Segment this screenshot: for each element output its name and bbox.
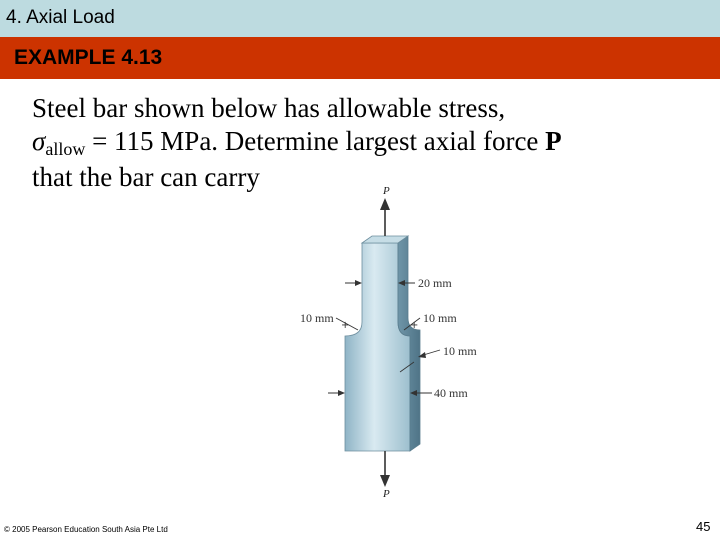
- problem-line-3: that the bar can carry: [32, 162, 260, 192]
- dim-label-fillet-right: 10 mm: [423, 311, 457, 325]
- sigma-symbol: σ: [32, 126, 46, 156]
- section-header-bar: [0, 0, 720, 37]
- problem-line-1: Steel bar shown below has allowable stress,: [32, 93, 506, 123]
- page-number: 45: [696, 519, 711, 534]
- dim-arrowhead-40mm-left: [338, 390, 345, 396]
- load-arrowhead-bottom: [380, 475, 390, 487]
- example-header-bar: [0, 37, 720, 79]
- section-title: 4. Axial Load: [6, 7, 115, 28]
- problem-line-2: [32, 125, 692, 161]
- dim-label-40mm: 40 mm: [434, 386, 468, 400]
- force-symbol: P: [545, 126, 562, 156]
- allow-subscript: allow: [45, 139, 86, 159]
- example-title: EXAMPLE 4.13: [14, 46, 163, 69]
- fillet-marker-right: +: [410, 320, 419, 331]
- copyright-notice: © 2005 Pearson Education South Asia Pte Ltd: [4, 525, 168, 534]
- load-label-bottom: P: [383, 488, 390, 500]
- fillet-marker-left: +: [341, 320, 350, 331]
- problem-statement: [32, 92, 692, 194]
- problem-line-2-text: = 115 MPa. Determine largest axial force: [85, 126, 546, 156]
- dim-arrowhead-20mm-left: [355, 280, 362, 286]
- load-arrowhead-top: [380, 198, 390, 210]
- dim-label-20mm: 20 mm: [418, 276, 452, 290]
- steel-bar-figure: [290, 180, 490, 505]
- dim-label-fillet-left: 10 mm: [300, 311, 334, 325]
- load-label-top: P: [383, 185, 390, 197]
- dim-label-thickness: 10 mm: [443, 344, 477, 358]
